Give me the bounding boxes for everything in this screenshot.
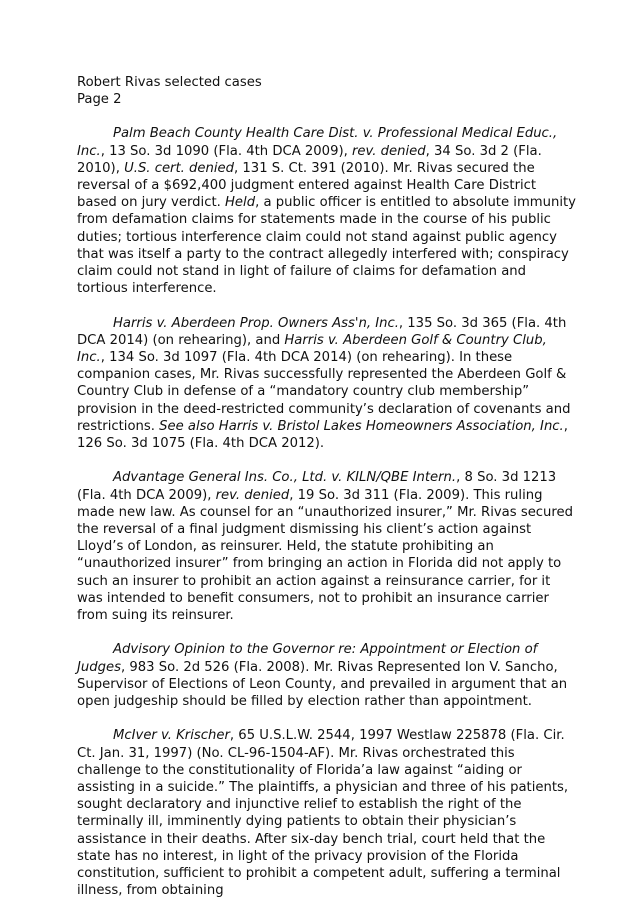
case-name: Palm Beach County Health Care Dist. v. Professional Medical Educ., Inc. (77, 126, 558, 159)
header-page-number: Page 2 (77, 92, 122, 108)
case-advisory-opinion: Advisory Opinion to the Governor re: Appointment or Election of Judges, 983 So. 2d 526 (Fla. 2008). Mr. Rivas Represented Ion V. Sancho, Supervisor of Elections of Leon County, and prevailed in argument that an open judgeship should be filled by election rather than appointment. (77, 642, 568, 710)
page-header (77, 74, 578, 108)
case-advantage-general: Advantage General Ins. Co., Ltd. v. KILN/QBE Intern., 8 So. 3d 1213 (Fla. 4th DCA 2009), rev. denied, 19 So. 3d 311 (Fla. 2009). This ruling made new law. As counsel for an “unauthorized insurer,” Mr. Rivas secured the reversal of a final judgment dismissing his client’s action against Lloyd’s of London, as reinsurer. Held, the statute prohibiting an “unauthorized insurer” from bringing an action in Florida did not apply to such an insurer to prohibit an action against a reinsurance carrier, for it was intended to benefit consumers, not to prohibit an insurance carrier from suing its reinsurer. (77, 470, 574, 624)
case-mciver-krischer: McIver v. Krischer, 65 U.S.L.W. 2544, 1997 Westlaw 225878 (Fla. Cir. Ct. Jan. 31, 1997) (No. CL-96-1504-AF). Mr. Rivas orchestrated this challenge to the constitutionality of Florida’a law against “aiding or assisting in a suicide.” The plaintiffs, a physician and three of his patients, sought declaratory and injunctive relief to establish the right of the terminally ill, imminently dying patients to obtain their physician’s assistance in their deaths. After six-day bench trial, court held that the state has no interest, in light of the privacy provision of the Florida constitution, sufficient to prohibit a competent adult, suffering a terminal illness, from obtaining (77, 728, 569, 899)
case-name: Advisory Opinion to the Governor re: Appointment or Election of Judges (77, 642, 538, 675)
case-harris-aberdeen: Harris v. Aberdeen Prop. Owners Ass'n, Inc., 135 So. 3d 365 (Fla. 4th DCA 2014) (on rehearing), and Harris v. Aberdeen Golf & Country Club, Inc., 134 So. 3d 1097 (Fla. 4th DCA 2014) (on rehearing). In these companion cases, Mr. Rivas successfully represented the Aberdeen Golf & Country Club in defense of a “mandatory country club membership” provision in the deed-restricted community’s declaration of covenants and restrictions. See also Harris v. Bristol Lakes Homeowners Association, Inc., 126 So. 3d 1075 (Fla. 4th DCA 2012). (77, 315, 571, 452)
case-name: Harris v. Aberdeen Prop. Owners Ass'n, Inc. (113, 315, 399, 331)
case-palm-beach: Palm Beach County Health Care Dist. v. Professional Medical Educ., Inc., 13 So. 3d 1090 (Fla. 4th DCA 2009), rev. denied, 34 So. 3d 2 (Fla. 2010), U.S. cert. denied, 131 S. Ct. 391 (2010). Mr. Rivas secured the reversal of a $692,400 judgment entered against Health Care District based on jury verdict. Held, a public officer is entitled to absolute immunity from defamation claims for statements made in the course of his public duties; tortious interference claim could not stand against public agency that was itself a party to the contract allegedly interfered with; conspiracy claim could not stand in light of failure of claims for defamation and tortious interference. (77, 126, 576, 297)
header-title: Robert Rivas selected cases (77, 75, 262, 90)
case-name: McIver v. Krischer (113, 728, 230, 744)
case-name: Advantage General Ins. Co., Ltd. v. KILN/QBE Intern. (113, 470, 457, 486)
